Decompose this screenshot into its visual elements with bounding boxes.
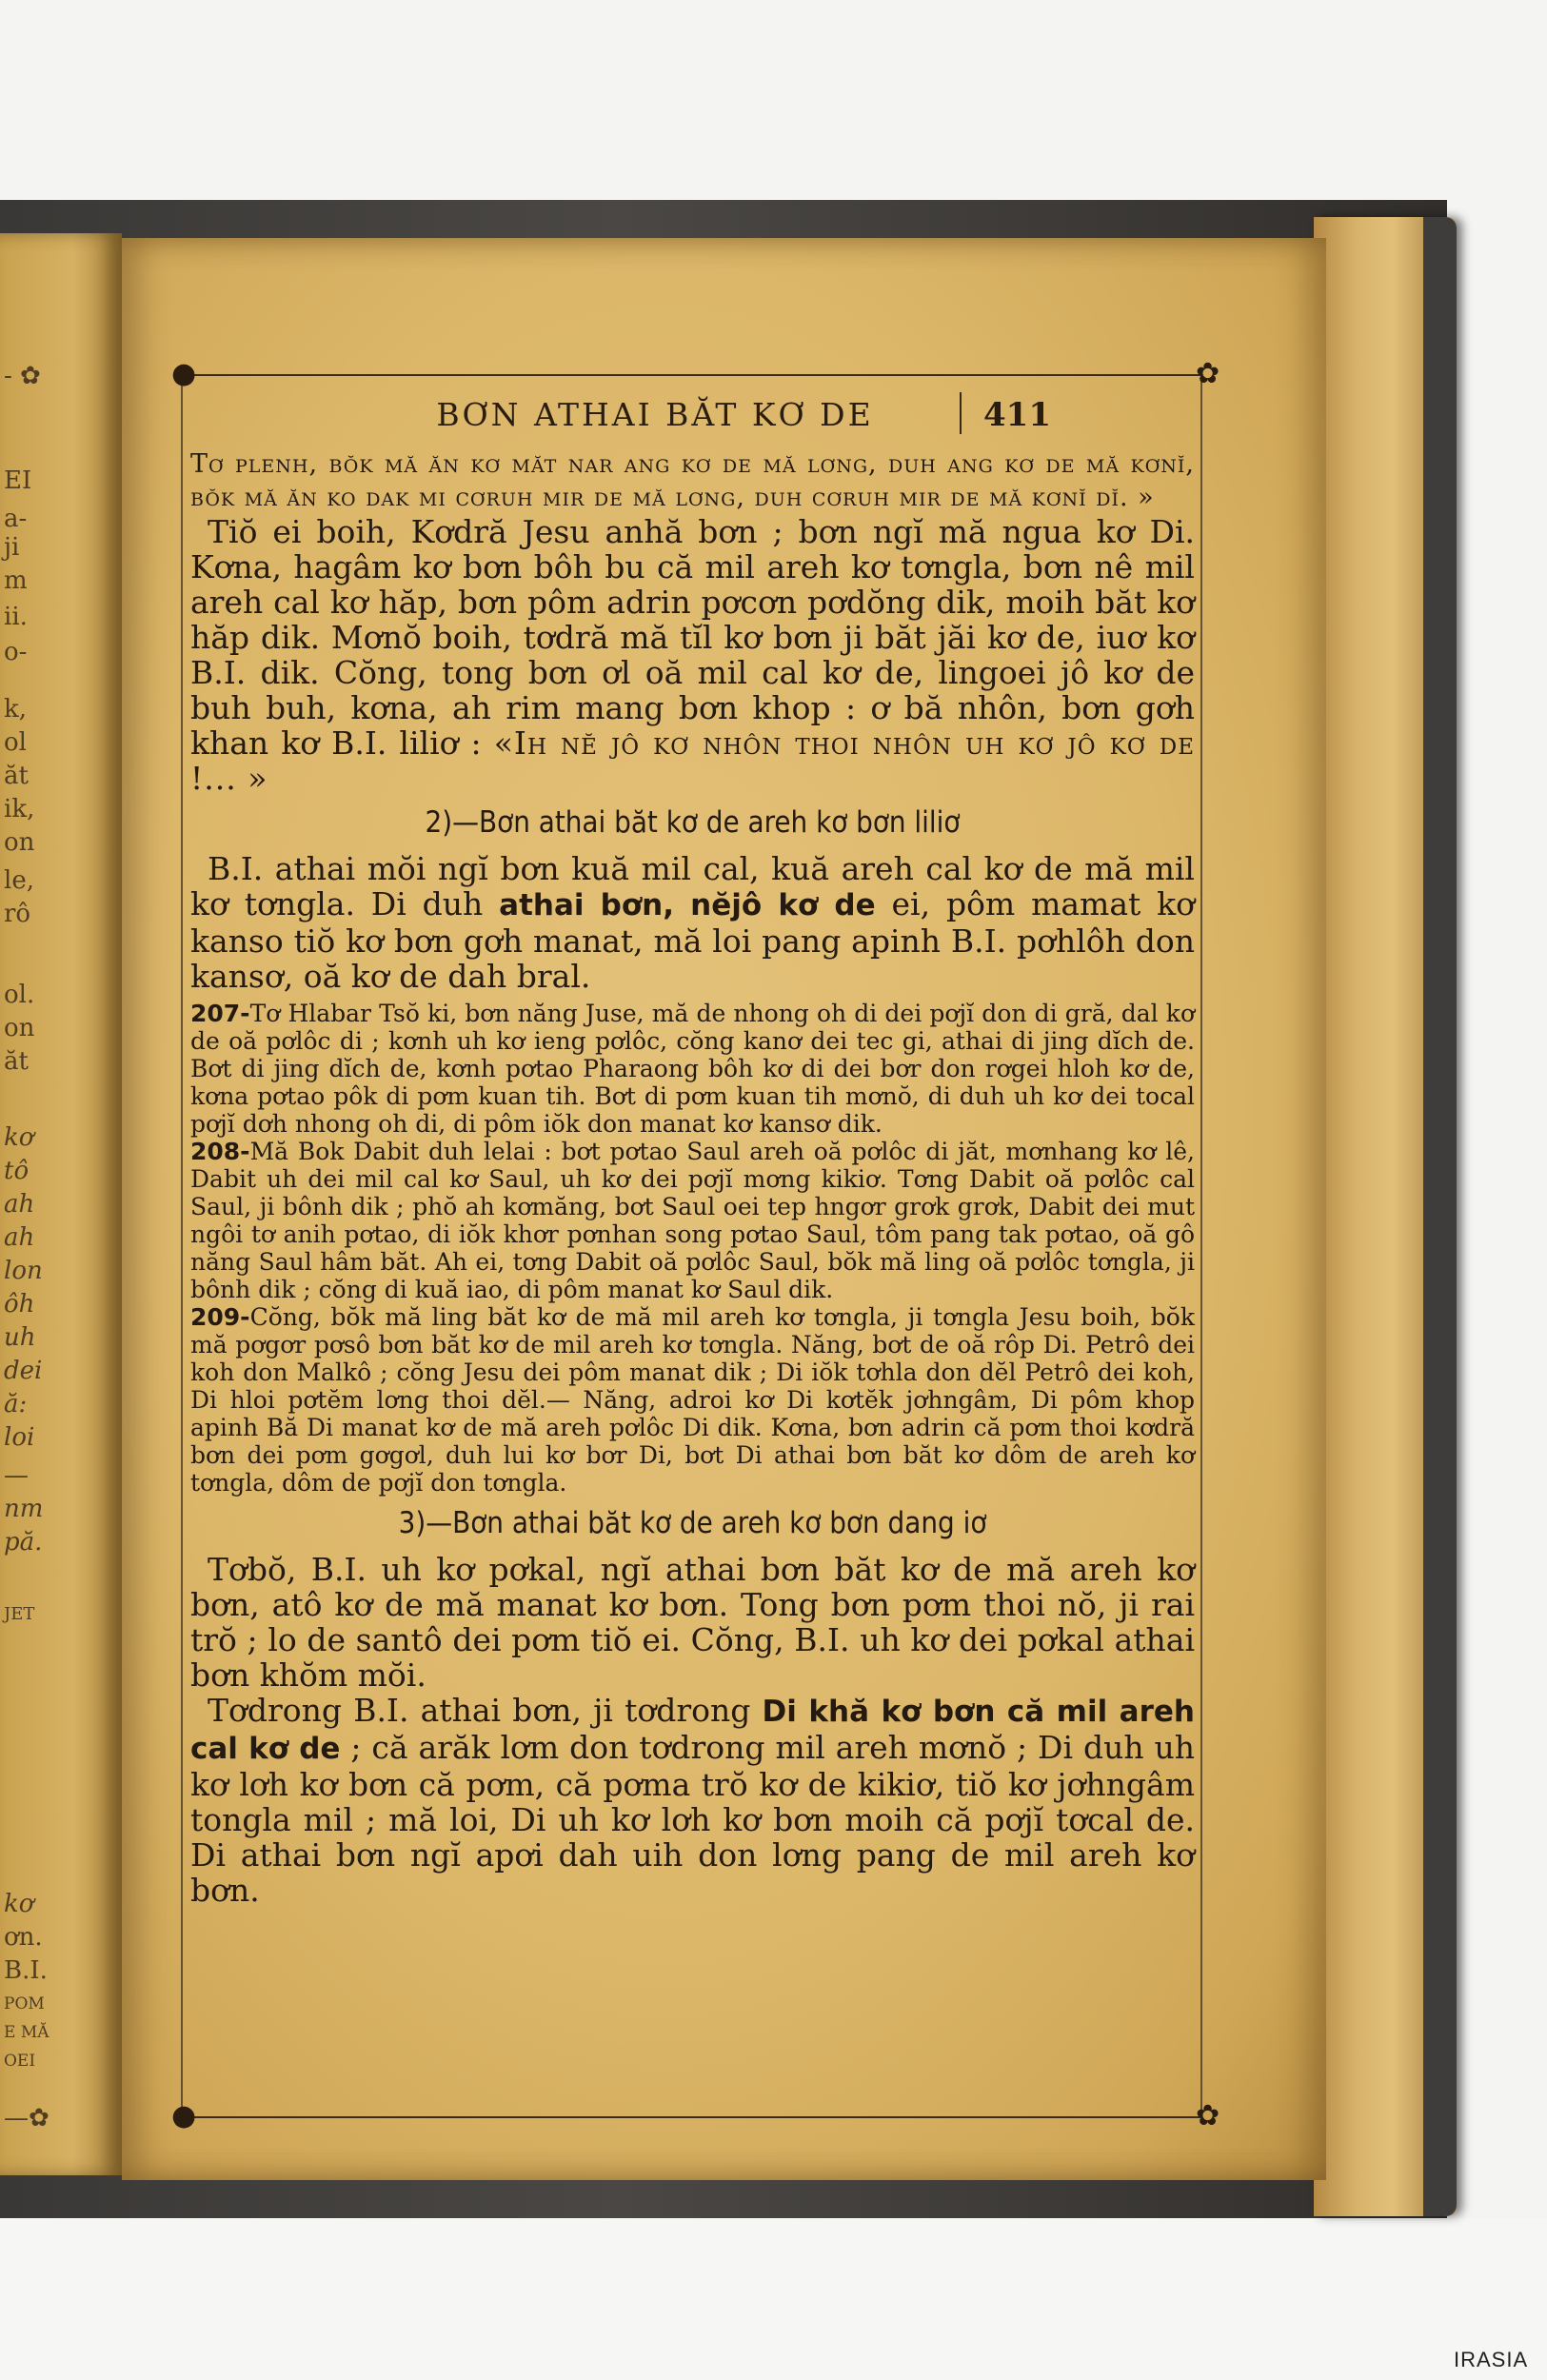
item-number: 207-: [190, 1000, 250, 1027]
ornament-icon: ✿: [1196, 2099, 1220, 2132]
margin-fragment: loi: [4, 1423, 35, 1452]
margin-fragment: nm: [4, 1495, 44, 1523]
margin-fragment: a-: [4, 505, 28, 533]
margin-fragment: OEI: [4, 2052, 36, 2071]
opening-caps-text: Tơ plenh, bŏk mă ăn kơ măt nar ang kơ de mă lơng, duh ang kơ de mă kơnĭ, bŏk mă ăn ko dak mi cơruh mir de mă lơng, duh cơruh mir de mă kơnĭ dĭ. »: [190, 449, 1195, 512]
text-column: [190, 447, 1195, 1908]
header-separator: [960, 392, 962, 434]
margin-fragment: on: [4, 1014, 35, 1042]
paragraph-text: ; că arăk lơm don tơdrong mil areh mơnŏ ; Di duh uh kơ lơh kơ bơn că pơm, că pơma trŏ kơ de kikiơ, tiŏ kơ jơhngâm tongla mil ; mă loi, Di uh kơ lơh kơ bơn moih că pơjĭ tơcal de. Di athai bơn ngĭ apơi dah uih don lơng pang de mil areh kơ bơn.: [190, 1729, 1195, 1909]
margin-fragment: dei: [4, 1357, 43, 1385]
margin-fragment: ă:: [4, 1390, 28, 1418]
scan-bottom-margin: [0, 2218, 1547, 2380]
margin-fragment: kơ: [4, 1123, 34, 1152]
margin-fragment: o-: [4, 638, 28, 666]
watermark: IRASIA: [1454, 2348, 1529, 2371]
item-number: 209-: [190, 1303, 250, 1331]
ornament-icon: ●: [171, 2099, 197, 2132]
margin-fragment: on: [4, 828, 35, 857]
margin-fragment: B.I.: [4, 1956, 48, 1985]
item-text: Cŏng, bŏk mă ling băt kơ de mă mil areh kơ tơngla, ji tơngla Jesu boih, bŏk mă pơgơr pơsô bơn băt kơ de mil areh kơ tơngla. Năng, bơt de oă rôp Di. Petrô dei koh don Malkô ; cŏng Jesu dei pôm manat dik ; Di iŏk tơhla don dĕl Petrô dei koh, Di hloi pơtĕm lơng thoi dĕl.— Năng, adroi kơ Di kơtĕk jơhngâm, Di pôm khop apinh Bă Di manat kơ de mă areh pơlôc Di dik. Kơna, bơn adrin că pơm thoi kơdră bơn dei pơm gơgơl, duh lui kơ bơr Di, bơt Di athai bơn băt kơ dôm de areh kơ tơngla, dôm de pơjĭ don tơngla.: [190, 1303, 1195, 1497]
left-rule: [181, 374, 183, 2116]
numbered-item: [190, 1000, 1195, 1138]
margin-fragment: uh: [4, 1323, 36, 1352]
bold-emphasis: athai bơn, nĕjô kơ de: [499, 888, 876, 922]
margin-fragment: lon: [4, 1257, 43, 1285]
margin-fragment: ol: [4, 728, 27, 757]
margin-fragment: ol.: [4, 981, 35, 1009]
item-text: Mă Bok Dabit duh lelai : bơt pơtao Saul areh oă pơlôc di jăt, mơnhang kơ lê, Dabit uh dei mil cal kơ Saul, uh kơ dei pơjĭ mơng kikiơ. Tơng Dabit oă pơlôc cal Saul, ji bônh dik ; phŏ ah kơmăng, bơt Saul oei tep hngơr grơk grơk, Dabit dei mut ngôi tơ anih pơtao, di iŏk khơr pơnhan song pơtao Saul, tôm pang tak pơtao, oă gô năng Saul hâm băt. Ah ei, tơng Dabit oă pơlôc Saul, bŏk mă ling oă pơlôc tơngla, ji bônh dik ; cŏng di kuă iao, di pôm manat kơ Saul dik.: [190, 1138, 1195, 1303]
margin-fragment: ah: [4, 1223, 35, 1252]
paragraph-text: ei, pôm mamat kơ kanso tiŏ kơ bơn gơh manat, mă loi pang apinh B.I. pơhlôh don kansơ, oă kơ de dah bral.: [190, 885, 1195, 995]
margin-fragment: ăt: [4, 1047, 29, 1076]
margin-fragment: POM: [4, 1994, 45, 2013]
section-heading: 3)—Bơn athai băt kơ de areh kơ bơn dang iơ: [398, 1506, 987, 1540]
paragraph-text: Tiŏ ei boih, Kơdră Jesu anhă bơn ; bơn ngĭ mă ngua kơ Di. Kơna, hagâm kơ bơn bôh bu că mil areh kơ tơngla, bơn nê mil areh cal kơ hăp, bơn pôm adrin pơcơn pơdŏng dik, moih băt kơ hăp dik. Mơnŏ boih, tơdră mă tĭl kơ bơn ji băt jăi kơ de, iuơ kơ B.I. dik. Cŏng, tong bơn ơl oă mil cal kơ de, lingoei jô kơ de buh buh, kơna, ah rim mang bơn khop : ơ bă nhôn, bơn gơh khan kơ B.I. liliơ :: [190, 513, 1195, 762]
ornament-icon: ✿: [1196, 357, 1220, 390]
margin-fragment: - ✿: [4, 362, 41, 390]
paragraph: [190, 1693, 1195, 1908]
top-rule: [179, 374, 1202, 376]
margin-fragment: tô: [4, 1157, 30, 1185]
scan-right-margin: [1447, 0, 1547, 2380]
margin-fragment: ôh: [4, 1290, 35, 1319]
margin-fragment: ăt: [4, 762, 29, 790]
margin-fragment: rô: [4, 900, 31, 928]
numbered-item: [190, 1138, 1195, 1303]
margin-fragment: JET: [4, 1604, 35, 1624]
paragraph-text: Tơdrong B.I. athai bơn, ji tơdrong: [208, 1692, 763, 1729]
margin-fragment: kơ: [4, 1890, 34, 1918]
margin-fragment: ơn.: [4, 1923, 43, 1952]
margin-fragment: EI: [4, 466, 32, 495]
page-number: 411: [983, 396, 1051, 434]
numbered-item: [190, 1303, 1195, 1497]
item-text: Tơ Hlabar Tsŏ ki, bơn năng Juse, mă de nhong oh di dei pơjĭ don di gră, dal kơ de oă pơlôc di ; kơnh uh kơ ieng pơlôc, cŏng kanơ dei tec gi, athai di jing dĭch de. Bơt di jing dĭch de, kơnh pơtao Pharaong bôh kơ di dei bơr don rơgei hloh kơ de, kơna pơtao pôk di pơm kuan tih. Bơt di pơm kuan tih mơnŏ, di duh uh kơ dei tocal pơjĭ dơh nhong oh di, di pôm iŏk don manat kơ kansơ dik.: [190, 1000, 1195, 1138]
book-page: [122, 238, 1326, 2180]
right-rule: [1200, 374, 1202, 2116]
item-number: 208-: [190, 1138, 250, 1165]
bold-emphasis: Di khă kơ bơn că mil areh cal kơ de: [190, 1695, 1195, 1766]
scan-top-margin: [0, 0, 1547, 200]
margin-fragment: pă.: [4, 1528, 43, 1557]
margin-fragment: ik,: [4, 795, 35, 823]
section-heading: 2)—Bơn athai băt kơ de areh kơ bơn liliơ: [425, 805, 961, 840]
paragraph: [190, 851, 1195, 994]
margin-fragment: le,: [4, 866, 34, 895]
paragraph: Tơbŏ, B.I. uh kơ pơkal, ngĭ athai bơn băt kơ de mă areh kơ bơn, atô kơ de mă manat kơ bơn. Tong bơn pơm thoi nŏ, ji rai trŏ ; lo de santô dei pơm tiŏ ei. Cŏng, B.I. uh kơ dei pơkal athai bơn khŏm mŏi.: [190, 1551, 1195, 1694]
bottom-rule: [179, 2116, 1202, 2118]
running-head: BƠN ATHAI BĂT KƠ DE: [436, 396, 874, 433]
margin-fragment: E MĂ: [4, 2023, 50, 2042]
margin-fragment: m: [4, 566, 28, 595]
previous-page-edge: [0, 233, 122, 2175]
margin-fragment: —✿: [4, 2104, 50, 2132]
margin-fragment: ji: [4, 533, 20, 562]
paragraph-text: B.I. athai mŏi ngĭ bơn kuă mil cal, kuă areh cal kơ de mă mil kơ tơngla. Di duh: [190, 850, 1195, 922]
quoted-prayer: «Ih nĕ jô kơ nhôn thoi nhôn uh kơ jô kơ de !... »: [190, 724, 1195, 797]
ornament-icon: ●: [171, 357, 197, 390]
book-page-edges: [1314, 217, 1457, 2216]
paragraph: [190, 514, 1195, 796]
margin-fragment: k,: [4, 695, 28, 724]
margin-fragment: —: [4, 1461, 29, 1490]
margin-fragment: ii.: [4, 603, 28, 631]
margin-fragment: ah: [4, 1190, 35, 1219]
